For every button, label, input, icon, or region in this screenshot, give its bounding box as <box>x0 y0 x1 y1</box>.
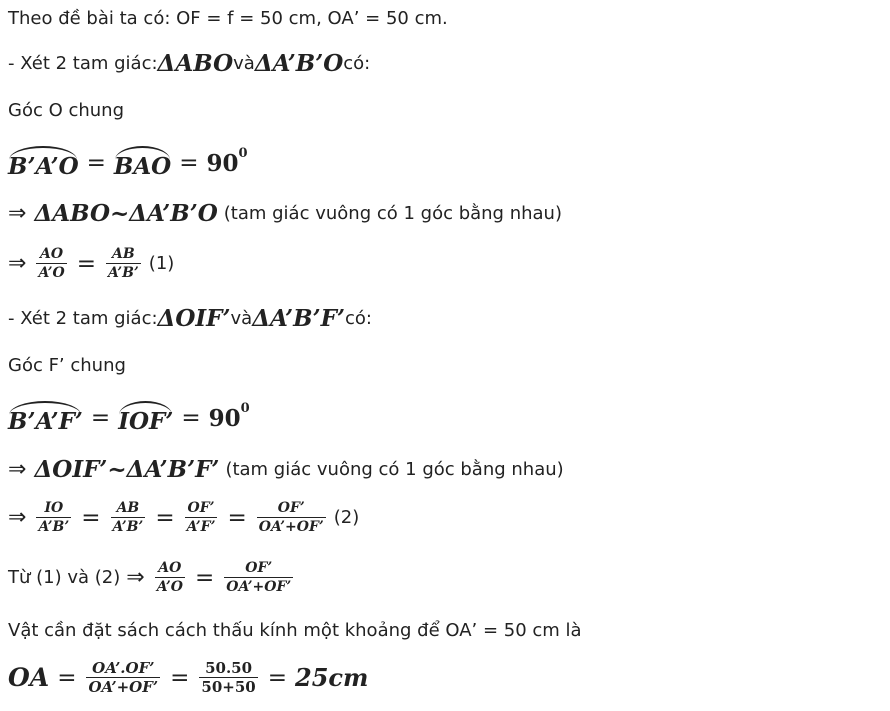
numerator: AB <box>112 246 135 262</box>
similarity-note: (tam giác vuông có 1 góc bằng nhau) <box>225 459 564 480</box>
triangle-a-b-o: ΔA’B’O <box>254 50 344 77</box>
fraction-bar <box>257 517 326 518</box>
similarity-expression: ΔABO~ΔA’B’O <box>34 200 218 227</box>
numerator: OA’.OF’ <box>92 659 155 677</box>
similarity-note: (tam giác vuông có 1 góc bằng nhau) <box>223 203 562 224</box>
implies-arrow: ⇒ <box>8 505 27 530</box>
fraction-of-over-oa-plus-of <box>257 500 326 535</box>
fraction-bar <box>224 577 293 578</box>
fraction-of-over-oa-plus-of <box>224 560 293 595</box>
numerator: AB <box>116 500 140 516</box>
right-angle-equation-1 <box>8 146 248 180</box>
denominator: OA’+OF’ <box>226 579 292 595</box>
denominator: OA’+OF’ <box>258 519 324 535</box>
denominator: A’O <box>156 579 183 595</box>
given-text: Theo đề bài ta có: OF = f = 50 cm, OA’ = 50 cm. <box>8 8 448 29</box>
combined-ratio-line <box>8 560 295 595</box>
compare-suffix: có: <box>344 308 372 329</box>
implies-arrow: ⇒ <box>126 565 145 590</box>
compare-suffix: có: <box>343 53 371 74</box>
common-angle-f-line <box>8 355 126 376</box>
compare-triangles-line-2 <box>8 305 372 332</box>
fraction-bar <box>111 517 146 518</box>
triangle-a-b-f: ΔA’B’F’ <box>252 305 345 332</box>
fraction-bar <box>155 577 185 578</box>
numerator: OF’ <box>245 560 273 576</box>
equals-sign: = <box>76 250 96 277</box>
fraction-ao-over-a-o <box>36 246 66 281</box>
common-angle-f-text: Góc F’ chung <box>8 355 126 376</box>
compare-and: và <box>230 308 253 329</box>
degree-superscript: 0 <box>238 145 248 161</box>
compare-triangles-line-1 <box>8 50 370 77</box>
similarity-expression: ΔOIF’~ΔA’B’F’ <box>34 456 220 483</box>
fraction-bar <box>185 517 218 518</box>
equals-sign: = <box>227 504 247 531</box>
equals-sign: = <box>267 664 288 691</box>
numerator: IO <box>44 500 64 516</box>
ratio-equation-2 <box>8 500 359 535</box>
equation-tag-1: (1) <box>148 253 175 274</box>
final-result: 25cm <box>295 663 369 692</box>
triangle-oif: ΔOIF’ <box>157 305 231 332</box>
numerator: 50.50 <box>205 659 253 677</box>
similarity-line-1 <box>8 200 562 227</box>
given-line <box>8 8 448 29</box>
equation-tag-2: (2) <box>333 507 360 528</box>
equals-sign: = <box>81 504 101 531</box>
equals-sign: = <box>170 664 190 691</box>
similarity-line-2 <box>8 456 564 483</box>
denominator: A’B’ <box>112 519 144 535</box>
fraction-oa-of-over-sum <box>86 660 160 695</box>
denominator: 50+50 <box>201 678 256 696</box>
implies-arrow: ⇒ <box>8 201 27 226</box>
denominator: A’F’ <box>186 519 216 535</box>
fraction-bar <box>36 263 66 264</box>
angle-bao: BAO <box>114 146 171 180</box>
equals-sign: = <box>179 150 199 176</box>
angle-b-a-o: B’A’O <box>8 146 79 180</box>
fraction-bar <box>106 263 141 264</box>
denominator: A’O <box>38 265 65 281</box>
equals-sign: = <box>181 405 201 431</box>
compare-and: và <box>233 53 255 74</box>
compare-prefix: - Xét 2 tam giác: <box>8 308 158 329</box>
conclusion-text-line <box>8 620 582 641</box>
equals-sign: = <box>90 405 111 431</box>
denominator: A’B’ <box>38 519 70 535</box>
numerator: OF’ <box>187 500 215 516</box>
fraction-io-over-a-b <box>36 500 71 535</box>
common-angle-o-line <box>8 100 124 121</box>
degree-superscript: 0 <box>240 400 250 416</box>
implies-arrow: ⇒ <box>8 251 27 276</box>
equals-sign: = <box>86 150 106 176</box>
fraction-numeric <box>199 660 257 695</box>
final-equation <box>8 660 368 695</box>
angle-iof: IOF’ <box>118 401 173 435</box>
fraction-of-over-a-f <box>185 500 218 535</box>
fraction-ao-over-a-o <box>155 560 185 595</box>
implies-arrow: ⇒ <box>8 457 27 482</box>
equals-sign: = <box>57 664 77 691</box>
angle-value: 90 <box>208 404 241 432</box>
conclusion-text: Vật cần đặt sách cách thấu kính một khoảng để OA’ = 50 cm là <box>8 620 582 641</box>
right-angle-equation-2 <box>8 401 250 435</box>
angle-value: 90 <box>206 149 239 177</box>
angle-b-a-f: B’A’F’ <box>8 401 83 435</box>
compare-prefix: - Xét 2 tam giác: <box>8 53 158 74</box>
denominator: A’B’ <box>108 265 139 281</box>
oa-symbol: OA <box>8 663 50 692</box>
common-angle-o-text: Góc O chung <box>8 100 125 121</box>
equals-sign: = <box>155 504 175 531</box>
triangle-abo: ΔABO <box>157 50 234 77</box>
fraction-ab-over-a-b <box>106 246 141 281</box>
combined-prefix: Từ (1) và (2) <box>8 567 121 588</box>
fraction-ab-over-a-b <box>111 500 146 535</box>
numerator: AO <box>40 246 64 262</box>
ratio-equation-1 <box>8 246 174 281</box>
equals-sign: = <box>194 564 215 591</box>
numerator: AO <box>158 560 182 576</box>
fraction-bar <box>36 517 71 518</box>
denominator: OA’+OF’ <box>88 678 159 696</box>
numerator: OF’ <box>277 500 305 516</box>
